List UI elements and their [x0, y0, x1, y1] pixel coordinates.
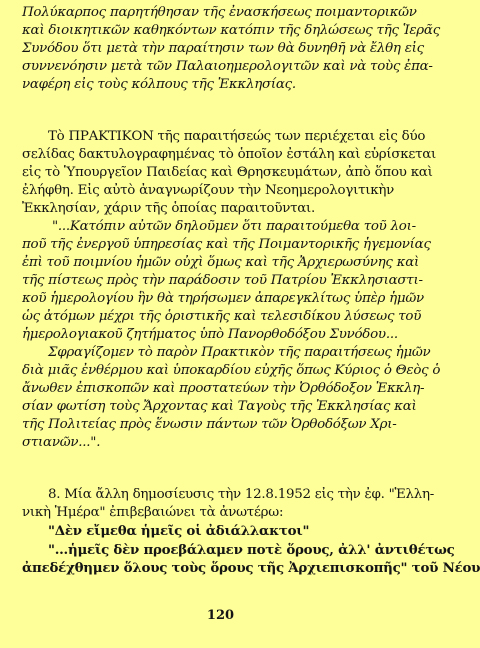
text-line: Συνόδου ὅτι μετὰ τὴν παραίτησιν των θὰ δυνηθῆ νὰ ἔλθη εἰς: [22, 41, 424, 56]
text-line: Τὸ ΠΡΑΚΤΙΚΟΝ τῆς παραιτήσεώς των περιέχεται εἰς δύο: [48, 129, 426, 144]
text-line: καὶ διοικητικῶν καθηκόντων κατόπιν τῆς δηλώσεως τῆς Ἱερᾶς: [22, 23, 440, 38]
bold-quote-line: "...ἡμεῖς δὲν προεβάλαμεν ποτὲ ὅρους, ἀλλ' ἀντιθέτως: [48, 542, 455, 558]
quote-line: στιανῶν...".: [22, 435, 101, 450]
text-line: Ἐκκλησίαν, χάριν τῆς ὁποίας παραιτοῦνται.: [22, 201, 316, 216]
text-line: εἰς τὸ Ὑπουργεῖον Παιδείας καὶ Θρησκευμάτων, ἀπὸ ὅπου καὶ: [22, 165, 433, 180]
text-line: σελίδας δακτυλογραφημένας τὸ ὁποῖον ἐστάλη καὶ εὑρίσκεται: [22, 147, 437, 162]
quote-line: τῆς πίστεως πρὸς τὴν παράδοσιν τοῦ Πατρίου Ἐκκλησιαστι-: [22, 273, 423, 288]
quote-line: ὡς ἀτόμων μέχρι τῆς ὁριστικῆς καὶ τελεσιδίκου λύσεως τοῦ: [22, 309, 422, 324]
text-line: ναφέρη εἰς τοὺς κόλπους τῆς Ἐκκλησίας.: [22, 77, 296, 92]
quote-line: ἐπὶ τοῦ ποιμνίου ἡμῶν οὐχὶ ὅμως καὶ τῆς Ἀρχιερωσύνης καὶ: [22, 255, 420, 270]
quote-line: ἄνωθεν ἐπισκοπῶν καὶ προστατεύων τὴν Ὀρθόδοξον Ἐκκλη-: [22, 381, 425, 396]
text-line: ἐλήφθη. Εἰς αὐτὸ ἀναγνωρίζουν τὴν Νεοημερολογιτικὴν: [22, 183, 395, 198]
text-line: συννενόησιν μετὰ τῶν Παλαιοημερολογιτῶν καὶ νὰ τοὺς ἐπα-: [22, 59, 433, 74]
quote-line: τῆς Πολιτείας πρὸς ἕνωσιν πάντων τῶν Ὀρθοδόξων Χρι-: [22, 417, 397, 432]
quote-line: σίαν φωτίση τοὺς Ἄρχοντας καὶ Ταγοὺς τῆς Ἐκκλησίας καὶ: [22, 399, 417, 414]
text-line: Πολύκαρπος παρητήθησαν τῆς ἐνασκήσεως ποιμαντορικῶν: [22, 5, 417, 20]
text-line: 8. Μία ἄλλη δημοσίευσις τὴν 12.8.1952 εἰς τὴν ἐφ. "Ἑλλη-: [48, 487, 435, 502]
quote-line: ποῦ τῆς ἐνεργοῦ ὑπηρεσίας καὶ τῆς Ποιμαντορικῆς ἡγεμονίας: [22, 237, 431, 252]
headline-quote: "Δὲν εἴμεθα ἡμεῖς οἱ ἀδιάλλακτοι": [48, 523, 310, 539]
quote-line: κοῦ ἡμερολογίου ἣν θὰ τηρήσωμεν ἀπαρεγκλίτως ὑπὲρ ἡμῶν: [22, 291, 424, 306]
quote-line: διὰ μιᾶς ἐνθέρμου καὶ ὑποκαρδίου εὐχῆς ὅπως Κύριος ὁ Θεὸς ὁ: [22, 363, 441, 378]
page-number: 120: [206, 608, 235, 623]
bold-quote-line: ἀπεδέχθημεν ὅλους τοὺς ὅρους τῆς Ἀρχιεπισκοπῆς" τοῦ Νέου: [22, 560, 480, 576]
quote-line: Σφραγίζομεν τὸ παρὸν Πρακτικὸν τῆς παραιτήσεως ἡμῶν: [48, 345, 431, 360]
quote-line: "...Κατόπιν αὐτῶν δηλοῦμεν ὅτι παραιτούμεθα τοῦ λοι-: [52, 219, 416, 234]
quote-line: ἡμερολογιακοῦ ζητήματος ὑπὸ Πανορθοδόξου Συνόδου...: [22, 327, 398, 342]
text-line: νικὴ Ἡμέρα" ἐπιβεβαιώνει τὰ ἀνωτέρω:: [22, 505, 284, 520]
